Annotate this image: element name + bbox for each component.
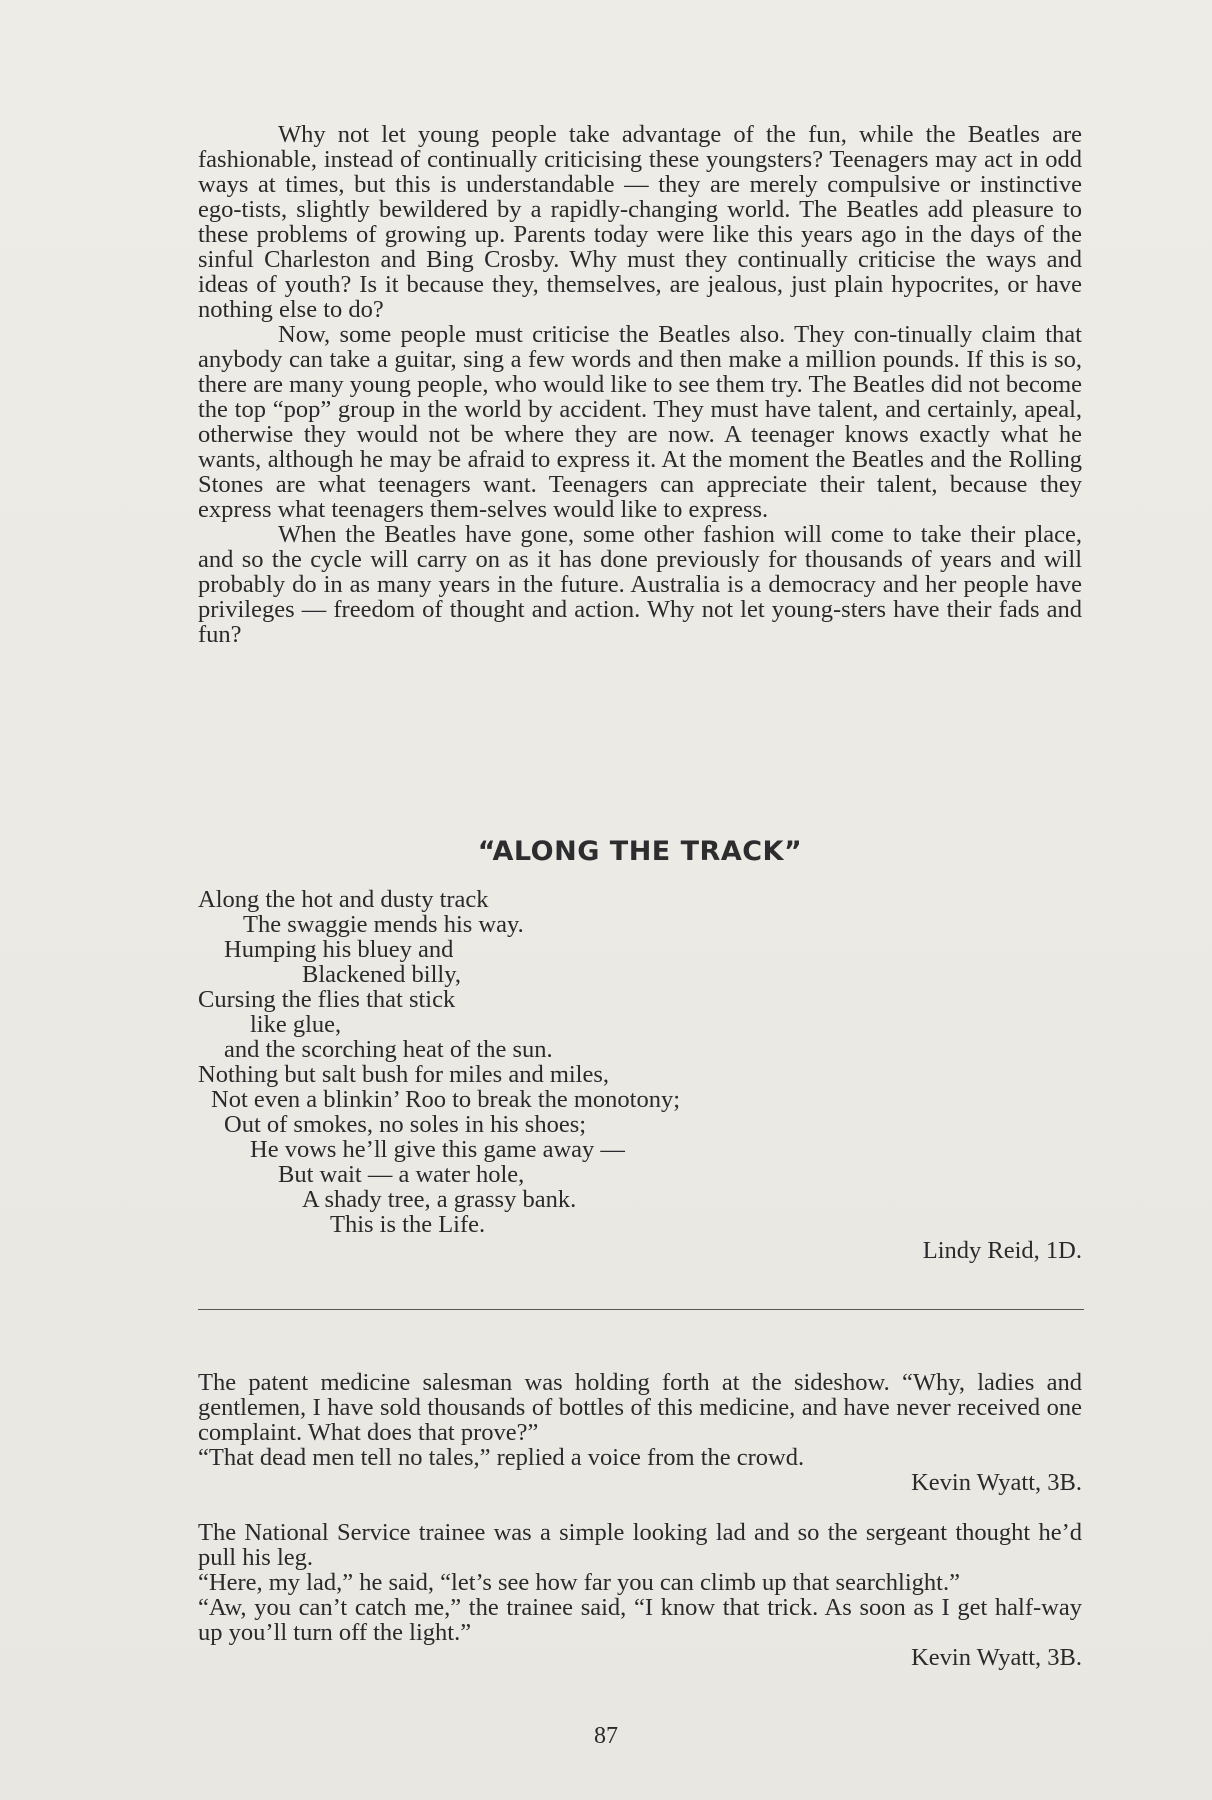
section-divider [198,1309,1084,1310]
poem [198,886,1082,1264]
joke-text: “That dead men tell no tales,” replied a voice from the crowd. [198,1444,805,1471]
page-number: 87 [594,1723,618,1749]
poem-line: He vows he’ll give this game away — [250,1136,625,1163]
poem-byline: Lindy Reid, 1D. [922,1237,1082,1264]
joke-text: The National Service trainee was a simple looking lad and so the sergeant thought he’d pull his leg. [198,1519,1082,1571]
essay-paragraph: When the Beatles have gone, some other fashion will come to take their place, and so the cycle will carry on as it has done previously for thousands of years and will probably do in as many years in the future. Australia is a democracy and her people have privileges — freedom of thought and action. Why not let young-sters have their fads and fun? [198,521,1082,648]
joke-text: The patent medicine salesman was holding forth at the sideshow. “Why, ladies and gentlemen, I have sold thousands of bottles of this medicine, and have never received one complaint. What does that prove?” [198,1369,1082,1446]
poem-line: This is the Life. [330,1211,486,1238]
poem-line: Cursing the flies that stick [198,986,456,1013]
essay-paragraph: Why not let young people take advantage of the fun, while the Beatles are fashionable, instead of continually criticising these youngsters? Teenagers may act in odd ways at times, but this is understandable — they are merely compulsive or instinctive ego-tists, slightly bewildered by a rapidly-changing world. The Beatles add pleasure to these problems of growing up. Parents today were like this years ago in the days of the sinful Charleston and Bing Crosby. Why must they continually criticise the ways and ideas of youth? Is it because they, themselves, are jealous, just plain hypocrites, or have nothing else to do? [198,121,1082,323]
poem-line: A shady tree, a grassy bank. [302,1186,577,1213]
poem-line: Humping his bluey and [224,936,454,963]
poem-line: Along the hot and dusty track [198,886,489,913]
essay-body [198,122,1082,647]
essay-paragraph: Now, some people must criticise the Beatles also. They con-tinually claim that anybody can take a guitar, sing a few words and then make a million pounds. If this is so, there are many young people, who would like to see them try. The Beatles did not become the top “pop” group in the world by accident. They must have talent, and certainly, apeal, otherwise they would not be where they are now. A teenager knows exactly what he wants, although he may be afraid to express it. At the moment the Beatles and the Rolling Stones are what teenagers want. Teenagers can appreciate their talent, because they express what teenagers them-selves would like to express. [198,321,1082,523]
joke-byline: Kevin Wyatt, 3B. [911,1469,1082,1496]
joke-byline: Kevin Wyatt, 3B. [911,1644,1082,1671]
poem-line: Blackened billy, [302,961,461,988]
poem-line: like glue, [250,1011,342,1038]
poem-line: But wait — a water hole, [278,1161,525,1188]
poem-line: Not even a blinkin’ Roo to break the monotony; [211,1086,681,1113]
poem-line: The swaggie mends his way. [243,911,524,938]
joke-text: “Aw, you can’t catch me,” the trainee said, “I know that trick. As soon as I get half-way up you’ll turn off the light.” [198,1594,1082,1646]
poem-line: Nothing but salt bush for miles and miles, [198,1061,610,1088]
poem-title: “ALONG THE TRACK” [477,836,803,867]
poem-line: Out of smokes, no soles in his shoes; [224,1111,587,1138]
joke-text: “Here, my lad,” he said, “let’s see how far you can climb up that searchlight.” [198,1569,960,1596]
poem-line: and the scorching heat of the sun. [224,1036,553,1063]
jokes [198,1370,1082,1670]
